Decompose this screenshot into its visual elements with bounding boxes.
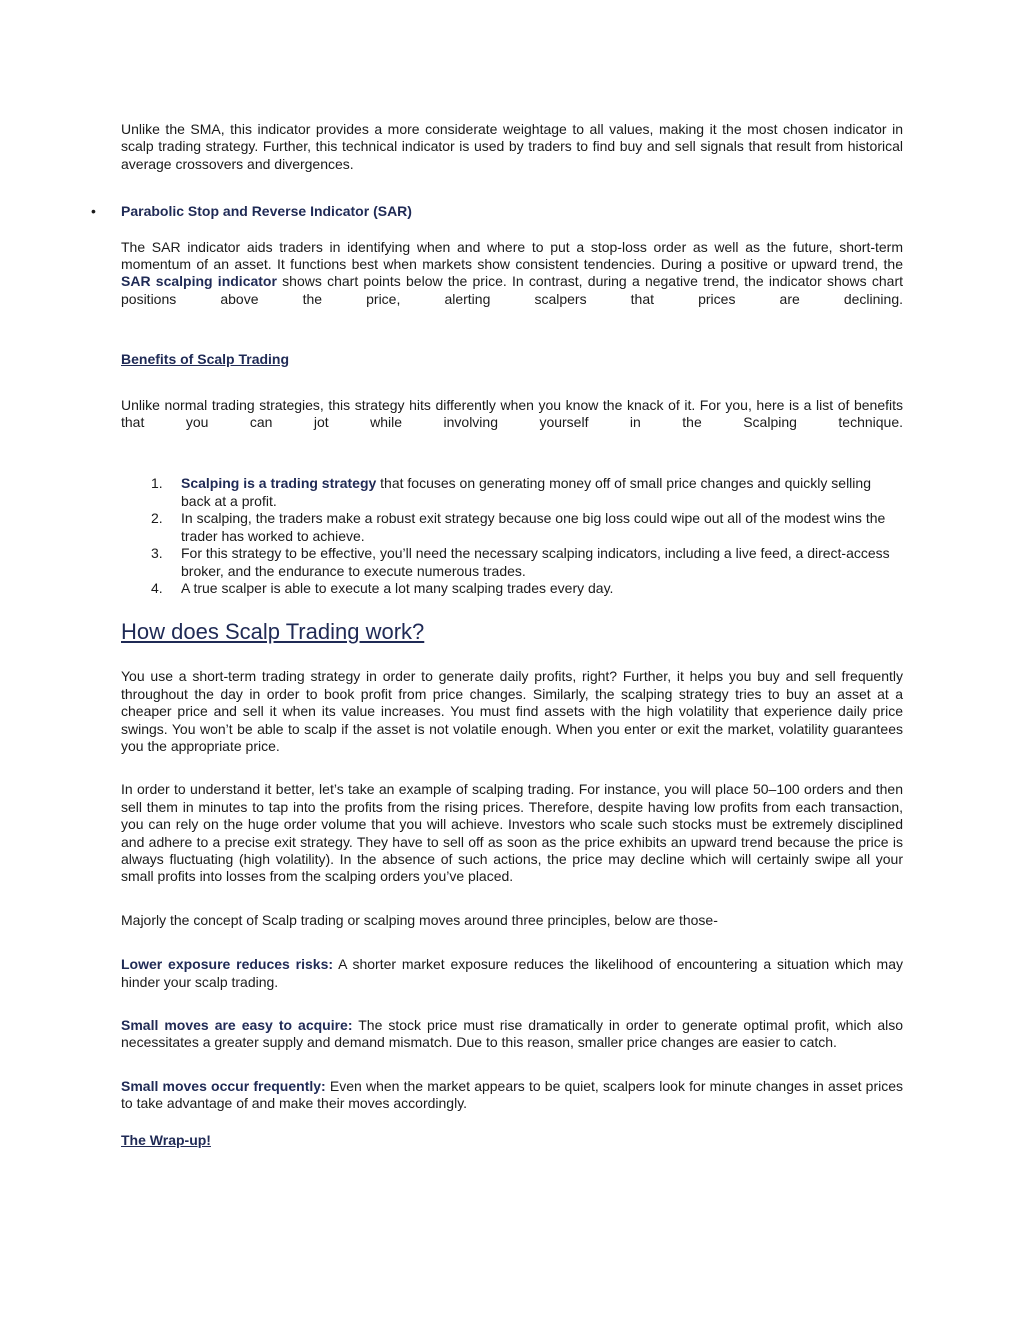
how-paragraph-2: In order to understand it better, let’s take an example of scalping trading. For instance, you will place 50–100 orders and then sell them in minutes to tap into the profits from the rising prices. Therefore, despite having low profits from each transaction, you can rely on the huge order volume that you will achieve. Investors who scale such stocks must be extremely disciplined and adhere to a precise exit strategy. They have to sell off as soon as the price exhibits an upward trend because the price is always fluctuating (high volatility). In the absence of such actions, the price may decline which will certainly swipe all your small profits into losses from the scalping orders you’ve placed. — [121, 781, 903, 885]
benefits-list — [121, 475, 903, 597]
how-paragraph-3: Majorly the concept of Scalp trading or scalping moves around three principles, below are those- — [121, 911, 718, 928]
list-number: 3. — [151, 545, 163, 562]
list-item-text: For this strategy to be effective, you’ll need the necessary scalping indicators, including a live feed, a direct-access broker, and the endurance to execute numerous trades. — [181, 545, 890, 579]
list-item — [121, 545, 903, 580]
list-number: 4. — [151, 579, 163, 596]
how-heading: How does Scalp Trading work? — [121, 619, 425, 645]
list-item-text: that focuses on generating money off of small price changes and quickly selling back at a profit. — [181, 475, 871, 509]
wrapup-heading: The Wrap-up! — [121, 1131, 211, 1148]
principle-small-moves-frequent — [121, 1078, 903, 1113]
list-item — [121, 475, 903, 510]
principle-text: A shorter market exposure reduces the likelihood of encountering a situation which may hinder your scalp trading. — [121, 956, 904, 990]
sar-bullet-item — [91, 203, 903, 220]
list-item — [121, 580, 903, 597]
principle-label: Small moves occur frequently: — [121, 1077, 326, 1094]
principle-text: Even when the market appears to be quiet, scalpers look for minute changes in asset prices to take advantage of and make their moves accordingly. — [121, 1077, 903, 1112]
list-number: 1. — [151, 475, 163, 492]
principle-text: The stock price must rise dramatically in order to generate optimal profit, which also necessitates a greater supply and demand mismatch. Due to this reason, smaller price changes are easier to catch. — [121, 1017, 904, 1051]
sar-heading: Parabolic Stop and Reverse Indicator (SAR) — [121, 203, 412, 220]
benefits-heading: Benefits of Scalp Trading — [121, 351, 290, 368]
list-item-text: In scalping, the traders make a robust exit strategy because one big loss could wipe out all of the modest wins the trader has worked to achieve. — [181, 510, 886, 544]
list-item-text: A true scalper is able to execute a lot many scalping trades every day. — [181, 579, 614, 596]
principle-small-moves-easy — [121, 1017, 903, 1052]
sar-paragraph — [121, 239, 903, 309]
sar-text-before: The SAR indicator aids traders in identifying when and where to put a stop-loss order as well as the future, short-term momentum of an asset. It functions best when markets show consistent tendencies. During a positive or upward trend, the — [121, 238, 903, 273]
how-paragraph-1: You use a short-term trading strategy in order to generate daily profits, right? Further, it helps you buy and sell frequently throughout the day in order to book profit from price changes. Similarly, the scalping strategy tries to buy an asset at a cheaper price and sell it when its value increases. You must find assets with the high volatility that experience daily price swings. You won’t be able to scalp if the asset is not volatile enough. When you enter or exit the market, volatility guarantees you the appropriate price. — [121, 668, 903, 754]
document-page — [91, 121, 904, 1149]
principle-label: Lower exposure reduces risks: — [121, 956, 334, 973]
intro-paragraph: Unlike the SMA, this indicator provides a more considerate weightage to all values, making it the most chosen indicator in scalp trading strategy. Further, this technical indicator is used by traders to find buy and sell signals that result from historical average crossovers and divergences. — [121, 121, 903, 172]
sar-text-after: shows chart points below the price. In contrast, during a negative trend, the indicator shows chart positions above the price, alerting scalpers that prices are declining. — [121, 273, 904, 307]
principle-label: Small moves are easy to acquire: — [121, 1017, 353, 1033]
list-number: 2. — [151, 510, 163, 527]
benefits-intro: Unlike normal trading strategies, this strategy hits differently when you know the knack of it. For you, here is a list of benefits that you can jot while involving yourself in the Scalping technique. — [121, 396, 903, 431]
principle-lower-exposure — [121, 956, 903, 991]
list-item-bold: Scalping is a trading strategy — [181, 475, 377, 492]
bullet-icon: • — [91, 203, 96, 220]
list-item — [121, 510, 903, 545]
sar-indicator-bold: SAR scalping indicator — [121, 273, 277, 290]
